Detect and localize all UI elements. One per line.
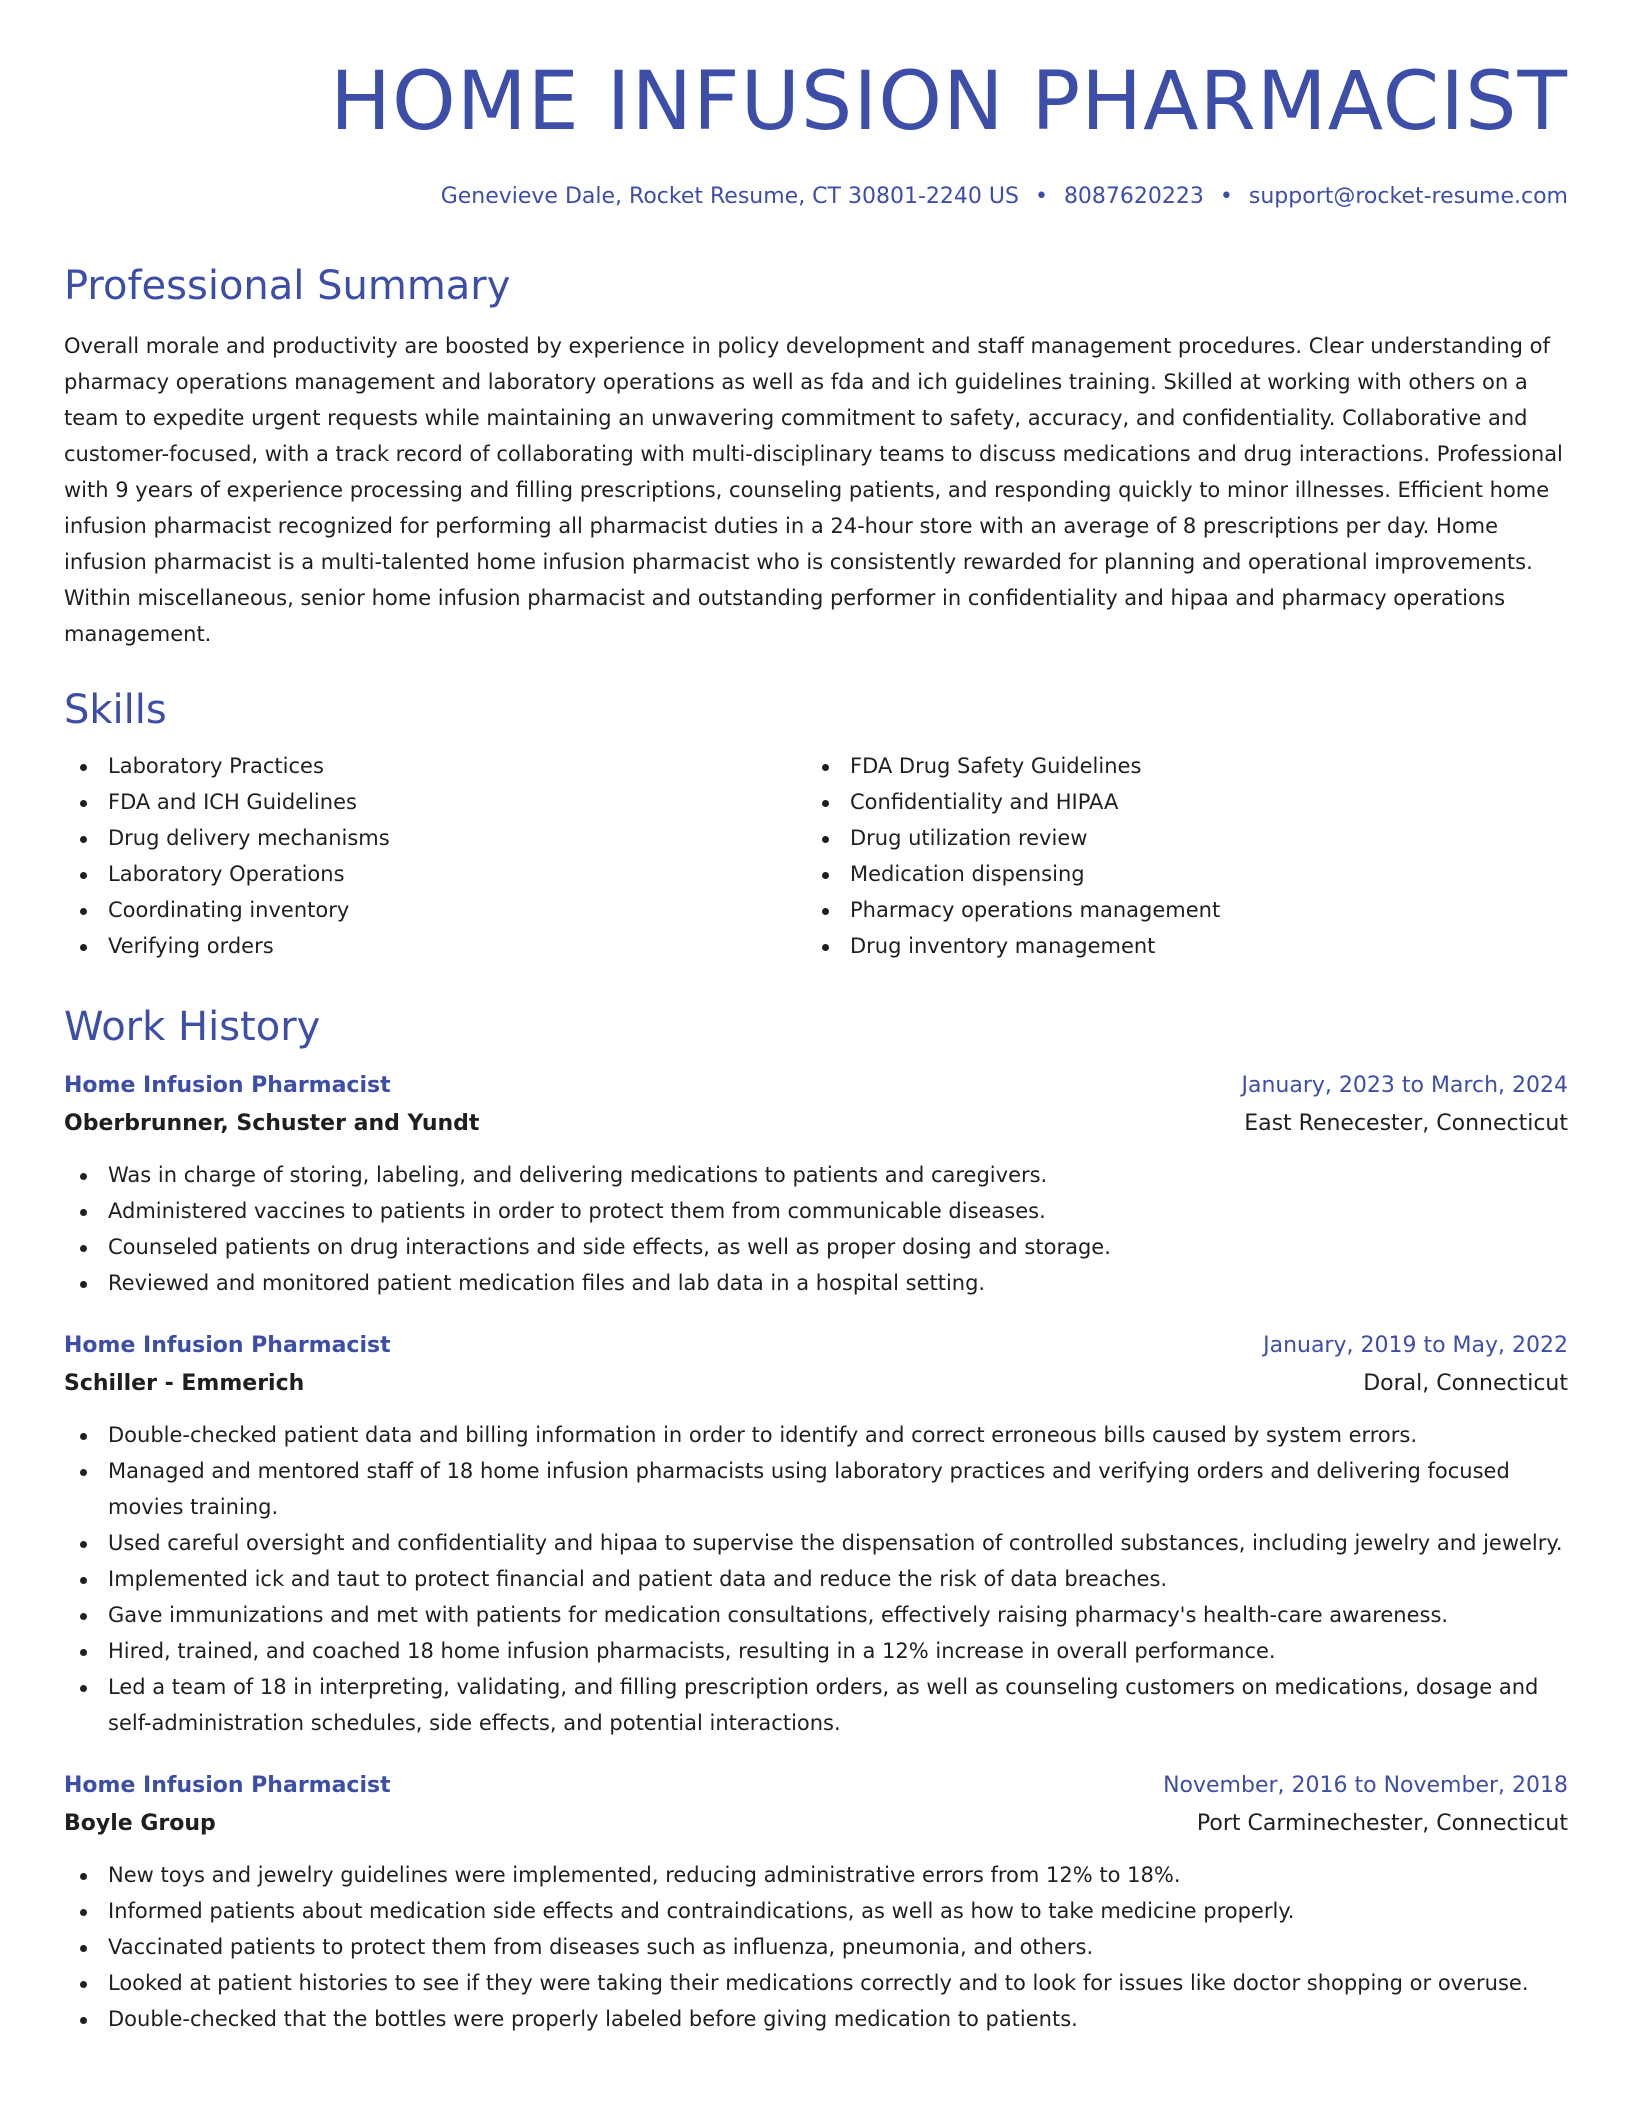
job-location: East Renecester, Connecticut bbox=[1244, 1111, 1568, 1136]
professional-summary-section bbox=[64, 262, 1568, 652]
resume-header bbox=[64, 0, 1568, 149]
job-company-row bbox=[64, 1105, 1568, 1143]
contact-phone: 8087620223 bbox=[1063, 184, 1204, 209]
job-title: Home Infusion Pharmacist bbox=[64, 1073, 391, 1098]
job-bullets bbox=[64, 1857, 1568, 2037]
section-heading-summary: Professional Summary bbox=[64, 263, 511, 309]
job-bullet: Informed patients about medication side effects and contraindications, as well as how to take medicine properly. bbox=[64, 1893, 1568, 1929]
job-company: Boyle Group bbox=[64, 1811, 216, 1836]
contact-address: Genevieve Dale, Rocket Resume, CT 30801-2240 US bbox=[440, 184, 1019, 209]
job-bullet: Vaccinated patients to protect them from diseases such as influenza, pneumonia, and others. bbox=[64, 1929, 1568, 1965]
skill-item: Verifying orders bbox=[64, 928, 806, 964]
skill-item: Confidentiality and HIPAA bbox=[806, 784, 1548, 820]
job-bullets bbox=[64, 1417, 1568, 1741]
job-company-row bbox=[64, 1365, 1568, 1403]
job-title-row bbox=[64, 1327, 1568, 1365]
page-title: HOME INFUSION PHARMACIST bbox=[330, 55, 1568, 149]
contact-separator: • bbox=[1034, 184, 1048, 209]
job-entry bbox=[64, 1767, 1568, 2037]
job-entry bbox=[64, 1327, 1568, 1741]
work-history-section bbox=[64, 1003, 1568, 2037]
skill-item: Pharmacy operations management bbox=[806, 892, 1548, 928]
job-bullet: Hired, trained, and coached 18 home infusion pharmacists, resulting in a 12% increase in overall performance. bbox=[64, 1633, 1568, 1669]
job-bullet: Implemented ick and taut to protect financial and patient data and reduce the risk of data breaches. bbox=[64, 1561, 1568, 1597]
job-entry bbox=[64, 1067, 1568, 1301]
skills-list-left bbox=[64, 748, 806, 964]
job-dates: January, 2023 to March, 2024 bbox=[1241, 1073, 1568, 1098]
job-company: Schiller - Emmerich bbox=[64, 1371, 305, 1396]
job-title: Home Infusion Pharmacist bbox=[64, 1773, 391, 1798]
contact-email: support@rocket-resume.com bbox=[1248, 184, 1568, 209]
job-location: Doral, Connecticut bbox=[1363, 1371, 1568, 1396]
skills-columns bbox=[64, 748, 1568, 964]
job-dates: January, 2019 to May, 2022 bbox=[1263, 1333, 1568, 1358]
skill-item: Drug utilization review bbox=[806, 820, 1548, 856]
skill-item: Coordinating inventory bbox=[64, 892, 806, 928]
job-bullet: Gave immunizations and met with patients for medication consultations, effectively raising pharmacy's health-care awareness. bbox=[64, 1597, 1568, 1633]
job-bullet: Administered vaccines to patients in order to protect them from communicable diseases. bbox=[64, 1193, 1568, 1229]
job-company: Oberbrunner, Schuster and Yundt bbox=[64, 1111, 480, 1136]
skill-item: FDA Drug Safety Guidelines bbox=[806, 748, 1548, 784]
job-bullet: Counseled patients on drug interactions and side effects, as well as proper dosing and storage. bbox=[64, 1229, 1568, 1265]
skill-item: Drug delivery mechanisms bbox=[64, 820, 806, 856]
job-title-row bbox=[64, 1767, 1568, 1805]
skill-item: Laboratory Practices bbox=[64, 748, 806, 784]
job-list bbox=[64, 1067, 1568, 2037]
job-dates: November, 2016 to November, 2018 bbox=[1163, 1773, 1568, 1798]
job-location: Port Carminechester, Connecticut bbox=[1196, 1811, 1568, 1836]
job-bullet: Used careful oversight and confidentiality and hipaa to supervise the dispensation of controlled substances, including jewelry and jewelry. bbox=[64, 1525, 1568, 1561]
job-bullet: Managed and mentored staff of 18 home infusion pharmacists using laboratory practices and verifying orders and delivering focused movies training. bbox=[64, 1453, 1568, 1525]
skill-item: Laboratory Operations bbox=[64, 856, 806, 892]
skills-section bbox=[64, 686, 1568, 964]
skills-list-right bbox=[806, 748, 1548, 964]
job-bullet: Led a team of 18 in interpreting, validating, and filling prescription orders, as well as counseling customers on medications, dosage and self-administration schedules, side effects, and potential interactions. bbox=[64, 1669, 1568, 1741]
skill-item: Drug inventory management bbox=[806, 928, 1548, 964]
contact-separator: • bbox=[1219, 184, 1233, 209]
section-heading-work: Work History bbox=[64, 1004, 321, 1050]
section-heading-skills: Skills bbox=[64, 687, 167, 733]
skill-item: FDA and ICH Guidelines bbox=[64, 784, 806, 820]
job-bullet: Double-checked patient data and billing information in order to identify and correct erroneous bills caused by system errors. bbox=[64, 1417, 1568, 1453]
job-bullet: Looked at patient histories to see if they were taking their medications correctly and to look for issues like doctor shopping or overuse. bbox=[64, 1965, 1568, 2001]
job-title: Home Infusion Pharmacist bbox=[64, 1333, 391, 1358]
job-title-row bbox=[64, 1067, 1568, 1105]
job-company-row bbox=[64, 1805, 1568, 1843]
job-bullet: New toys and jewelry guidelines were implemented, reducing administrative errors from 12% to 18%. bbox=[64, 1857, 1568, 1893]
contact-line bbox=[441, 182, 1568, 212]
job-bullet: Was in charge of storing, labeling, and delivering medications to patients and caregivers. bbox=[64, 1157, 1568, 1193]
summary-text: Overall morale and productivity are boosted by experience in policy development and staff management procedures. Clear understanding of pharmacy operations management and laboratory operations as well as fda and ich guidelines training. Skilled at working with others on a team to expedite urgent requests while maintaining an unwavering commitment to safety, accuracy, and confidentiality. Collaborative and customer-focused, with a track record of collaborating with multi-disciplinary teams to discuss medications and drug interactions. Professional with 9 years of experience processing and filling prescriptions, counseling patients, and responding quickly to minor illnesses. Efficient home infusion pharmacist recognized for performing all pharmacist duties in a 24-hour store with an average of 8 prescriptions per day. Home infusion pharmacist is a multi-talented home infusion pharmacist who is consistently rewarded for planning and operational improvements. Within miscellaneous, senior home infusion pharmacist and outstanding performer in confidentiality and hipaa and pharmacy operations management. bbox=[64, 334, 1563, 646]
job-bullet: Double-checked that the bottles were properly labeled before giving medication to patients. bbox=[64, 2001, 1568, 2037]
job-bullet: Reviewed and monitored patient medication files and lab data in a hospital setting. bbox=[64, 1265, 1568, 1301]
job-bullets bbox=[64, 1157, 1568, 1301]
skill-item: Medication dispensing bbox=[806, 856, 1548, 892]
